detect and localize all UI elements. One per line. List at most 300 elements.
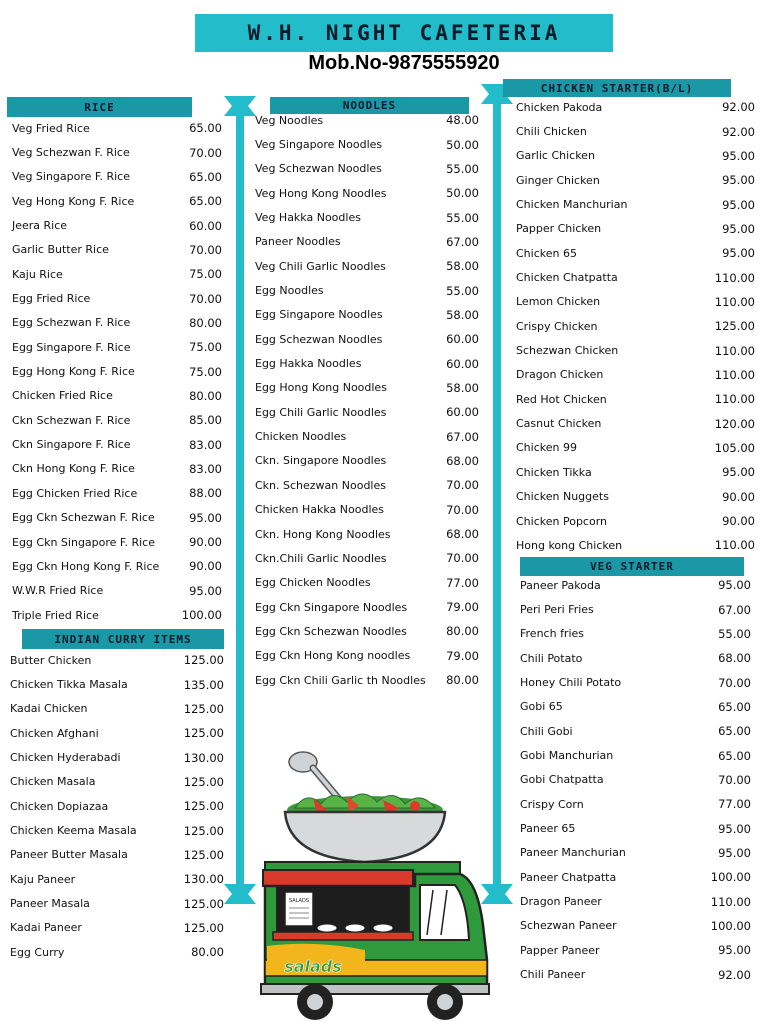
menu-item — [255, 400, 479, 424]
menu-item-price: 125.00 — [183, 726, 224, 741]
menu-item — [520, 938, 751, 962]
menu-item-name: Egg Curry — [10, 945, 65, 959]
menu-item — [12, 603, 222, 627]
menu-item — [516, 509, 755, 533]
menu-item-name: Chili Paneer — [520, 968, 586, 982]
menu-item-name: Garlic Butter Rice — [12, 243, 109, 257]
menu-item-price: 68.00 — [446, 453, 479, 468]
menu-item — [12, 165, 222, 189]
menu-item-price: 125.00 — [183, 799, 224, 814]
page-title: W.H. NIGHT CAFETERIA — [247, 21, 561, 45]
menu-item-price: 125.00 — [183, 847, 224, 862]
menu-item-name: Kadai Chicken — [10, 702, 88, 716]
menu-item — [255, 449, 479, 473]
menu-item-price: 48.00 — [446, 113, 479, 128]
menu-item-price: 110.00 — [714, 270, 755, 285]
menu-item — [516, 460, 755, 484]
menu-item — [12, 189, 222, 213]
salad-truck-illustration — [255, 750, 495, 1025]
menu-item — [520, 743, 751, 767]
menu-item-name: Triple Fried Rice — [12, 608, 99, 622]
menu-item — [12, 457, 222, 481]
menu-item — [10, 648, 224, 672]
menu-item-price: 95.00 — [722, 173, 755, 188]
menu-item — [516, 168, 755, 192]
menu-item — [10, 721, 224, 745]
menu-item-price: 110.00 — [714, 343, 755, 358]
menu-item-price: 77.00 — [718, 797, 751, 812]
menu-item-name: Schezwan Paneer — [520, 919, 617, 933]
menu-item-price: 83.00 — [189, 461, 222, 476]
menu-item-name: Chicken Pakoda — [516, 100, 603, 114]
menu-item-name: Egg Hakka Noodles — [255, 357, 362, 371]
menu-item-price: 79.00 — [446, 600, 479, 615]
menu-item — [12, 262, 222, 286]
noodles-list — [255, 108, 479, 692]
menu-item-name: Chicken Afghani — [10, 726, 99, 740]
chicken-starter-list — [516, 95, 755, 558]
menu-item — [520, 670, 751, 694]
menu-item — [12, 579, 222, 603]
menu-item-name: Veg Chili Garlic Noodles — [255, 259, 386, 273]
menu-item-name: Dragon Paneer — [520, 895, 602, 909]
menu-item-price: 80.00 — [446, 673, 479, 688]
menu-item-price: 83.00 — [189, 437, 222, 452]
menu-item-name: Paneer Chatpatta — [520, 870, 617, 884]
menu-item-name: Chicken Dopiazaa — [10, 799, 109, 813]
menu-item — [10, 770, 224, 794]
menu-item-name: Egg Singapore Noodles — [255, 308, 383, 322]
menu-item-name: Chili Potato — [520, 651, 583, 665]
menu-item — [255, 546, 479, 570]
menu-item-name: Crispy Chicken — [516, 319, 598, 333]
menu-item — [516, 485, 755, 509]
menu-item-name: Veg Noodles — [255, 113, 324, 127]
menu-item — [255, 644, 479, 668]
menu-item-name: Veg Schezwan F. Rice — [12, 146, 130, 160]
menu-item-name: Egg Ckn Singapore Noodles — [255, 600, 408, 614]
menu-item-name: Egg Ckn Schezwan F. Rice — [12, 511, 155, 525]
menu-item — [12, 359, 222, 383]
menu-item-name: Paneer Manchurian — [520, 846, 626, 860]
menu-item-price: 68.00 — [446, 527, 479, 542]
menu-item-name: Dragon Chicken — [516, 368, 604, 382]
menu-item-name: Paneer 65 — [520, 822, 576, 836]
menu-item — [516, 192, 755, 216]
menu-item-price: 65.00 — [718, 748, 751, 763]
menu-item-name: Lemon Chicken — [516, 295, 601, 309]
menu-item-price: 60.00 — [189, 218, 222, 233]
menu-item-name: Ckn.Chili Garlic Noodles — [255, 551, 387, 565]
menu-item-name: Casnut Chicken — [516, 417, 602, 431]
menu-item — [12, 554, 222, 578]
menu-item-price: 125.00 — [183, 701, 224, 716]
menu-item — [516, 411, 755, 435]
menu-item — [255, 230, 479, 254]
mobile-number: Mob.No-9875555920 — [308, 52, 500, 74]
menu-item — [255, 376, 479, 400]
menu-item-price: 92.00 — [722, 100, 755, 115]
menu-item-name: Hong kong Chicken — [516, 538, 623, 552]
menu-item-price: 95.00 — [718, 578, 751, 593]
menu-item-price: 85.00 — [189, 413, 222, 428]
menu-item-name: Chicken Hyderabadi — [10, 751, 121, 765]
menu-item-name: Chicken Nuggets — [516, 490, 609, 504]
menu-item-price: 110.00 — [710, 894, 751, 909]
menu-item-name: Red Hot Chicken — [516, 392, 607, 406]
wheel-icon — [427, 984, 463, 1020]
menu-item — [12, 213, 222, 237]
indian-curry-list — [10, 648, 224, 964]
menu-item-price: 110.00 — [714, 294, 755, 309]
menu-item — [10, 940, 224, 964]
menu-item — [10, 818, 224, 842]
menu-item — [516, 265, 755, 289]
menu-item-price: 67.00 — [718, 602, 751, 617]
menu-item-name: Chicken Manchurian — [516, 198, 628, 212]
menu-item-price: 67.00 — [446, 429, 479, 444]
menu-item — [12, 481, 222, 505]
menu-item-price: 80.00 — [446, 624, 479, 639]
menu-item-name: Ginger Chicken — [516, 173, 600, 187]
menu-item — [12, 408, 222, 432]
menu-item-name: Kaju Rice — [12, 267, 63, 281]
menu-item — [255, 132, 479, 156]
menu-item — [255, 278, 479, 302]
menu-item — [12, 140, 222, 164]
menu-item-name: Veg Hakka Noodles — [255, 211, 361, 225]
menu-item-name: Veg Fried Rice — [12, 121, 90, 135]
menu-item-name: Egg Hong Kong F. Rice — [12, 365, 135, 379]
menu-item-name: Gobi Chatpatta — [520, 773, 604, 787]
menu-item-name: Egg Schezwan F. Rice — [12, 316, 131, 330]
menu-item-name: Garlic Chicken — [516, 149, 595, 163]
menu-item-price: 58.00 — [446, 307, 479, 322]
menu-item-name: Jeera Rice — [12, 219, 68, 233]
bowl-icon — [285, 812, 445, 862]
menu-item-price: 79.00 — [446, 648, 479, 663]
menu-item-price: 125.00 — [183, 823, 224, 838]
menu-item-price: 58.00 — [446, 380, 479, 395]
veg-starter-list — [520, 573, 751, 987]
menu-item-price: 95.00 — [718, 821, 751, 836]
menu-item — [516, 338, 755, 362]
menu-item — [10, 697, 224, 721]
menu-item — [255, 498, 479, 522]
menu-item-price: 110.00 — [714, 367, 755, 382]
menu-item — [516, 436, 755, 460]
menu-item-name: Egg Singapore F. Rice — [12, 340, 131, 354]
menu-item-price: 67.00 — [446, 234, 479, 249]
menu-item-name: Ckn. Singapore Noodles — [255, 454, 387, 468]
menu-item-price: 70.00 — [189, 242, 222, 257]
menu-item-price: 65.00 — [189, 194, 222, 209]
menu-item-price: 65.00 — [189, 121, 222, 136]
menu-item-name: Chicken Popcorn — [516, 514, 608, 528]
left-divider-top-cap — [222, 94, 258, 118]
menu-item-price: 130.00 — [183, 750, 224, 765]
menu-item-name: Veg Singapore F. Rice — [12, 170, 130, 184]
menu-item-price: 110.00 — [714, 538, 755, 553]
chicken-starter-section-header: CHICKEN STARTER(B/L) — [503, 79, 731, 97]
menu-item-name: Chicken Chatpatta — [516, 271, 618, 285]
menu-item-price: 55.00 — [718, 626, 751, 641]
menu-item-name: Egg Hong Kong Noodles — [255, 381, 387, 395]
menu-item — [12, 116, 222, 140]
menu-item — [516, 241, 755, 265]
menu-item — [255, 619, 479, 643]
menu-item-price: 90.00 — [722, 489, 755, 504]
menu-item-name: Egg Ckn Singapore F. Rice — [12, 535, 155, 549]
menu-item-name: Peri Peri Fries — [520, 603, 594, 617]
menu-item — [255, 668, 479, 692]
menu-item-name: Chicken Keema Masala — [10, 824, 137, 838]
menu-item — [12, 506, 222, 530]
menu-item — [516, 533, 755, 557]
menu-item-name: Paneer Butter Masala — [10, 848, 128, 862]
menu-item — [516, 144, 755, 168]
menu-item-price: 90.00 — [722, 514, 755, 529]
menu-item-name: Egg Ckn Chili Garlic th Noodles — [255, 673, 426, 687]
left-divider — [236, 110, 244, 890]
menu-item-price: 105.00 — [714, 440, 755, 455]
menu-item — [10, 891, 224, 915]
menu-item-name: Egg Noodles — [255, 284, 324, 298]
menu-item — [12, 384, 222, 408]
menu-item — [12, 286, 222, 310]
menu-item — [520, 792, 751, 816]
menu-item-name: Chicken Hakka Noodles — [255, 503, 384, 517]
menu-item-price: 125.00 — [183, 653, 224, 668]
menu-item-name: Paneer Pakoda — [520, 578, 601, 592]
menu-item-name: Veg Schezwan Noodles — [255, 162, 382, 176]
menu-item-name: Chicken Noodles — [255, 430, 347, 444]
left-divider-bottom-cap — [222, 882, 258, 906]
truck-sign: salads — [284, 957, 342, 976]
menu-item — [516, 363, 755, 387]
menu-item-price: 65.00 — [718, 699, 751, 714]
menu-item-name: Egg Ckn Hong Kong noodles — [255, 649, 411, 663]
menu-item-price: 130.00 — [183, 872, 224, 887]
menu-item-name: Chicken Tikka — [516, 465, 592, 479]
menu-item — [516, 387, 755, 411]
menu-item — [12, 311, 222, 335]
menu-item-name: Honey Chili Potato — [520, 676, 622, 690]
menu-item-price: 100.00 — [710, 918, 751, 933]
menu-item-price: 80.00 — [189, 315, 222, 330]
menu-item-price: 55.00 — [446, 283, 479, 298]
menu-item-price: 125.00 — [714, 319, 755, 334]
menu-item-name: Chicken Tikka Masala — [10, 678, 128, 692]
menu-item-name: Chili Gobi — [520, 724, 573, 738]
menu-item-price: 95.00 — [722, 221, 755, 236]
menu-item — [255, 108, 479, 132]
menu-item-name: Kaju Paneer — [10, 872, 76, 886]
menu-item-name: Paneer Masala — [10, 897, 90, 911]
indian-curry-section-header: INDIAN CURRY ITEMS — [22, 629, 224, 649]
menu-item — [255, 571, 479, 595]
menu-item — [255, 522, 479, 546]
menu-item — [520, 646, 751, 670]
menu-item-price: 95.00 — [718, 943, 751, 958]
menu-item-price: 70.00 — [718, 772, 751, 787]
menu-item-price: 95.00 — [722, 465, 755, 480]
menu-item-price: 88.00 — [189, 486, 222, 501]
menu-item — [255, 254, 479, 278]
menu-item — [520, 963, 751, 987]
menu-item-price: 70.00 — [718, 675, 751, 690]
menu-item-price: 95.00 — [722, 246, 755, 261]
rice-section-header: RICE — [7, 97, 192, 117]
menu-item — [516, 290, 755, 314]
menu-item — [12, 335, 222, 359]
menu-item-price: 100.00 — [181, 608, 222, 623]
menu-item-price: 60.00 — [446, 356, 479, 371]
menu-item-price: 125.00 — [183, 774, 224, 789]
wheel-icon — [297, 984, 333, 1020]
menu-item-name: Egg Ckn Schezwan Noodles — [255, 624, 407, 638]
menu-item-name: Chicken 65 — [516, 246, 577, 260]
menu-item-price: 95.00 — [718, 845, 751, 860]
menu-item — [520, 841, 751, 865]
menu-item-price: 77.00 — [446, 575, 479, 590]
menu-item — [520, 719, 751, 743]
menu-item-name: Egg Ckn Hong Kong F. Rice — [12, 559, 160, 573]
menu-item-name: Ckn Hong Kong F. Rice — [12, 462, 135, 476]
menu-item — [10, 794, 224, 818]
menu-item — [12, 530, 222, 554]
menu-item — [10, 843, 224, 867]
menu-item-name: Paneer Noodles — [255, 235, 341, 249]
menu-item-price: 50.00 — [446, 186, 479, 201]
menu-item-name: Chicken Fried Rice — [12, 389, 113, 403]
menu-item-price: 90.00 — [189, 535, 222, 550]
menu-item-price: 100.00 — [710, 870, 751, 885]
menu-item — [520, 597, 751, 621]
menu-item-price: 58.00 — [446, 259, 479, 274]
menu-item — [255, 327, 479, 351]
menu-item — [520, 768, 751, 792]
menu-item-name: Egg Chicken Fried Rice — [12, 486, 138, 500]
menu-item-price: 70.00 — [189, 291, 222, 306]
menu-item — [520, 889, 751, 913]
menu-item-name: Papper Chicken — [516, 222, 602, 236]
menu-item — [255, 303, 479, 327]
menu-item-price: 80.00 — [189, 388, 222, 403]
menu-item-price: 70.00 — [189, 145, 222, 160]
menu-item — [520, 695, 751, 719]
menu-item-price: 92.00 — [722, 124, 755, 139]
rice-list — [12, 116, 222, 627]
menu-item-name: French fries — [520, 627, 585, 641]
menu-item-name: Veg Hong Kong Noodles — [255, 186, 387, 200]
menu-item-name: Kadai Paneer — [10, 921, 82, 935]
menu-item-price: 95.00 — [722, 148, 755, 163]
menu-board-label: SALADS — [288, 898, 310, 904]
menu-item-price: 125.00 — [183, 896, 224, 911]
menu-item-price: 110.00 — [714, 392, 755, 407]
menu-item-name: Veg Singapore Noodles — [255, 138, 383, 152]
menu-item-name: Chili Chicken — [516, 125, 587, 139]
menu-item — [520, 816, 751, 840]
menu-item-name: Crispy Corn — [520, 797, 584, 811]
menu-item-name: Ckn. Schezwan Noodles — [255, 478, 386, 492]
menu-item-price: 70.00 — [446, 502, 479, 517]
menu-item-price: 75.00 — [189, 364, 222, 379]
menu-item — [516, 314, 755, 338]
menu-item — [516, 95, 755, 119]
menu-item-name: Veg Hong Kong F. Rice — [12, 194, 135, 208]
menu-item-price: 55.00 — [446, 161, 479, 176]
menu-item-price: 95.00 — [722, 197, 755, 212]
menu-item — [10, 745, 224, 769]
menu-item-name: Gobi 65 — [520, 700, 563, 714]
menu-item-price: 80.00 — [191, 945, 224, 960]
menu-item — [520, 622, 751, 646]
menu-item-price: 95.00 — [189, 510, 222, 525]
menu-item-price: 65.00 — [718, 724, 751, 739]
title-banner — [195, 14, 613, 52]
menu-item-price: 90.00 — [189, 559, 222, 574]
menu-item-price: 65.00 — [189, 169, 222, 184]
menu-item-price: 50.00 — [446, 137, 479, 152]
menu-item-price: 120.00 — [714, 416, 755, 431]
menu-item-name: Schezwan Chicken — [516, 344, 619, 358]
menu-item — [255, 181, 479, 205]
menu-item-name: Ckn Schezwan F. Rice — [12, 413, 131, 427]
menu-item-price: 70.00 — [446, 478, 479, 493]
menu-item-price: 60.00 — [446, 405, 479, 420]
menu-item-name: Gobi Manchurian — [520, 749, 614, 763]
menu-item-price: 60.00 — [446, 332, 479, 347]
menu-item-price: 75.00 — [189, 267, 222, 282]
menu-item — [520, 865, 751, 889]
menu-item — [255, 424, 479, 448]
menu-item-name: Egg Schezwan Noodles — [255, 332, 383, 346]
menu-item-name: Egg Chicken Noodles — [255, 576, 371, 590]
menu-item — [516, 217, 755, 241]
menu-item — [10, 867, 224, 891]
menu-item — [12, 432, 222, 456]
menu-item — [516, 119, 755, 143]
menu-item-name: Butter Chicken — [10, 653, 92, 667]
menu-item-name: Egg Chili Garlic Noodles — [255, 405, 387, 419]
menu-item-name: Ckn Singapore F. Rice — [12, 438, 131, 452]
menu-item — [255, 473, 479, 497]
noodles-section-header: NOODLES — [270, 97, 469, 114]
menu-item — [10, 672, 224, 696]
menu-item-price: 95.00 — [189, 583, 222, 598]
menu-item — [12, 238, 222, 262]
menu-item-price: 75.00 — [189, 340, 222, 355]
menu-item — [255, 595, 479, 619]
menu-item — [255, 205, 479, 229]
menu-item-price: 70.00 — [446, 551, 479, 566]
menu-item-name: Chicken Masala — [10, 775, 96, 789]
menu-item-name: W.W.R Fried Rice — [12, 584, 104, 598]
menu-item-name: Chicken 99 — [516, 441, 577, 455]
menu-item — [520, 914, 751, 938]
menu-item-price: 135.00 — [183, 677, 224, 692]
veg-starter-section-header: VEG STARTER — [520, 557, 744, 576]
menu-item-price: 92.00 — [718, 967, 751, 982]
menu-item — [255, 157, 479, 181]
menu-item-price: 68.00 — [718, 651, 751, 666]
menu-item-price: 125.00 — [183, 920, 224, 935]
menu-item-name: Egg Fried Rice — [12, 292, 91, 306]
menu-item — [520, 573, 751, 597]
menu-item-name: Papper Paneer — [520, 943, 600, 957]
